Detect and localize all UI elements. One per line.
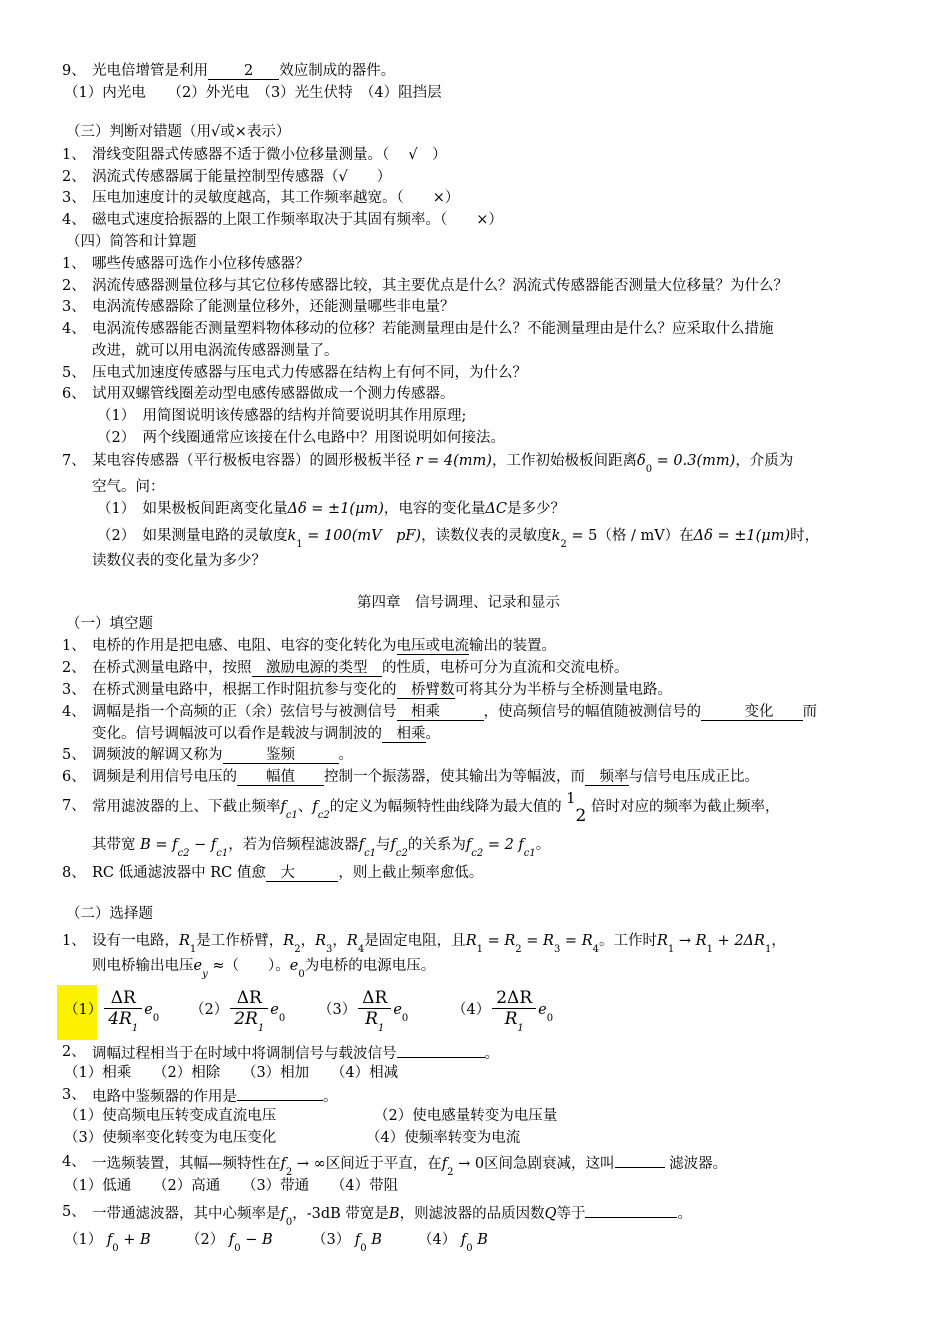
choice-3-option-1: （1）使高频电压转变成直流电压: [64, 1108, 277, 1124]
short-4-number: 4、: [62, 321, 86, 337]
choice-1-option-2: （2） $\frac{\Delta R}{2R_1}$ $e_0$: [190, 988, 286, 1034]
fill-3-answer: 桥臂数: [396, 682, 455, 698]
q9-text: 光电倍增管是利用 2 效应制成的器件。: [92, 63, 396, 79]
choice-3-blank: [237, 1086, 323, 1101]
fill-1-number: 1、: [62, 638, 86, 654]
short-1-text: 哪些传感器可选作小位移传感器？: [92, 256, 310, 272]
q7-sub2: （2） 如果测量电路的灵敏度$k_1 = 100(mV$ pF)，读数仪表的灵敏度$k_2 = 5$（格 / mV）在Δδ = ±1(μm)时，: [97, 528, 820, 550]
fill-4b-text: 变化。信号调幅波可以看作是载波与调制波的 相乘。: [92, 726, 440, 742]
short-5-number: 5、: [62, 365, 86, 381]
choice-1-text: 设有一电路，$R_1$是工作桥臂，$R_2$，$R_3$，$R_4$是固定电阻，且$R_1 = R_2 = R_3 = R_4$。工作时$R_1 \to R_1 + 2\Delta R_1$，: [92, 933, 786, 955]
judge-2-text: 涡流式传感器属于能量控制型传感器（√ ）: [92, 169, 392, 185]
fill-4-answer2: 变化: [701, 704, 774, 720]
fill-7-text: 常用滤波器的上、下截止频率$f_{c1}$、$f_{c2}$的定义为幅频特性曲线降为最大值的 12 倍时对应的频率为截止频率，: [92, 791, 780, 826]
fill-7-number: 7、: [62, 798, 86, 814]
fill-5-number: 5、: [62, 747, 86, 763]
short-6-number: 6、: [62, 386, 86, 402]
fill-2-number: 2、: [62, 660, 86, 676]
choice-5-text: 一带通滤波器，其中心频率是$f_0$，-3dB 带宽是B，则滤波器的品质因数Q等于 。: [92, 1203, 692, 1225]
choice-4-blank: [615, 1153, 665, 1168]
fill-8-text: RC 低通滤波器中 RC 值愈 大 ，则上截止频率愈低。: [92, 865, 484, 881]
fill-5-text: 调频波的解调又称为 鉴频 。: [92, 747, 353, 763]
fill-6-number: 6、: [62, 769, 86, 785]
choice-2-blank: [397, 1043, 485, 1058]
choice-2-text: 调幅过程相当于在时域中将调制信号与载波信号 。: [92, 1043, 499, 1063]
choice-2-number: 2、: [62, 1044, 86, 1060]
short-3-text: 电涡流传感器除了能测量位移外，还能测量哪些非电量？: [92, 299, 455, 315]
fill-title: （一）填空题: [66, 616, 153, 632]
choice-3-option-3: （3）使频率变化转变为电压变化: [64, 1130, 277, 1146]
q7-sub1: （1） 如果极板间距离变化量Δδ = ±1(μm)，电容的变化量ΔC是多少？: [97, 501, 565, 517]
choice-5-number: 5、: [62, 1204, 86, 1220]
q7-line1: 某电容传感器（平行极板电容器）的圆形极板半径 r = 4(mm)，工作初始极板间距离$\delta_0 = 0.3(mm)$，介质为: [92, 453, 794, 475]
section4-title: （四）简答和计算题: [66, 234, 197, 250]
q9-answer: 2: [208, 63, 279, 80]
fill-6-text: 调频是利用信号电压的 幅值 控制一个振荡器，使其输出为等幅波，而 频率与信号电压成正比。: [92, 769, 759, 785]
short-2-text: 涡流传感器测量位移与其它位移传感器比较，其主要优点是什么？涡流式传感器能否测量大位移量？为什么？: [92, 278, 788, 294]
fill-8-answer: 大: [265, 865, 339, 881]
short-5-text: 压电式加速度传感器与压电式力传感器在结构上有何不同，为什么？: [92, 365, 527, 381]
fill-6-answer2: 频率: [585, 769, 629, 785]
choice-1b-text: 则电桥输出电压$e_y$ ≈（ ）。$e_0$为电桥的电源电压。: [92, 958, 436, 980]
q9-options: （1）内光电 （2）外光电 （3）光生伏特 （4）阻挡层: [64, 85, 442, 101]
choice-5-option-1: （1） $f_0 + B$: [64, 1232, 151, 1254]
fill-7b-text: 其带宽 $B = f_{c2} - f_{c1}$，若为倍频程滤波器$f_{c1}$与$f_{c2}$的关系为$f_{c2} = 2$ $f_{c1}$。: [92, 837, 551, 859]
judge-1-text: 滑线变阻器式传感器不适于微小位移量测量。（ √ ）: [92, 147, 447, 163]
chapter-title: 第四章 信号调理、记录和显示: [357, 595, 560, 611]
q9-number: 9、: [62, 63, 86, 79]
fill-2-answer: 激励电源的类型: [251, 660, 382, 676]
fill-4-text: 调幅是指一个高频的正（余）弦信号与被测信号 相乘 ，使高频信号的幅值随被测信号的 变化 而: [92, 704, 817, 720]
choice-5-option-4: （4） $f_0$ B: [418, 1232, 488, 1254]
choice-5-option-3: （3） $f_0$ B: [312, 1232, 382, 1254]
fill-2-text: 在桥式测量电路中，按照 激励电源的类型 的性质，电桥可分为直流和交流电桥。: [92, 660, 629, 676]
choice-5-option-2: （2） $f_0 - B$: [186, 1232, 273, 1254]
choice-1-option-3: （3） $\frac{\Delta R}{R_1}$ $e_0$: [318, 988, 409, 1034]
judge-2-number: 2、: [62, 169, 86, 185]
fill-1-answer: 电压或电流: [396, 638, 469, 654]
short-6-text: 试用双螺管线圈差动型电感传感器做成一个测力传感器。: [92, 386, 455, 402]
judge-4-number: 4、: [62, 212, 86, 228]
choice-4-number: 4、: [62, 1154, 86, 1170]
fill-1-text: 电桥的作用是把电感、电阻、电容的变化转化为电压或电流输出的装置。: [92, 638, 556, 654]
choice-1-number: 1、: [62, 933, 86, 949]
q7-line2: 空气。问：: [92, 479, 165, 495]
fill-5-answer: 鉴频: [222, 747, 339, 763]
fill-6-answer1: 幅值: [237, 769, 324, 785]
fill-3-text: 在桥式测量电路中，根据工作时阻抗参与变化的 桥臂数可将其分为半桥与全桥测量电路。: [92, 682, 672, 698]
q6-sub1: （1） 用简图说明该传感器的结构并简要说明其作用原理;: [97, 408, 467, 424]
short-4-text: 电涡流传感器能否测量塑料物体移动的位移？若能测量理由是什么？不能测量理由是什么？应采取什么措施: [92, 321, 774, 337]
judge-3-text: 压电加速度计的灵敏度越高，其工作频率越宽。（ ×）: [92, 190, 460, 206]
fill-4b-answer: 相乘: [382, 726, 426, 742]
q6-sub2: （2） 两个线圈通常应该接在什么电路中？用图说明如何接法。: [97, 430, 505, 446]
choice-3-option-4: （4）使频率转变为电流: [366, 1130, 521, 1146]
judge-3-number: 3、: [62, 190, 86, 206]
choice-5-blank: [585, 1203, 677, 1218]
short-3-number: 3、: [62, 299, 86, 315]
judge-1-number: 1、: [62, 147, 86, 163]
choice-3-text: 电路中鉴频器的作用是 。: [92, 1086, 338, 1106]
q7-number: 7、: [62, 453, 86, 469]
choice-4-text: 一选频装置，其幅—频特性在$f_2$ → ∞区间近于平直，在$f_2 \to 0$区间急剧衰减，这叫 滤波器。: [92, 1153, 727, 1175]
fill-4-answer1: 相乘: [396, 704, 484, 720]
q7-line5: 读数仪表的变化量为多少？: [92, 553, 266, 569]
choice-1-option-4: （4） $\frac{2\Delta R}{R_1}$ $e_0$: [452, 988, 554, 1034]
choice-4-options: （1）低通 （2）高通 （3）带通 （4）带阻: [64, 1178, 399, 1194]
choice-title: （二）选择题: [66, 906, 153, 922]
judge-4-text: 磁电式速度拾振器的上限工作频率取决于其固有频率。（ ×）: [92, 212, 503, 228]
choice-1-option-1: （1） $\frac{\Delta R}{4R_1}$ $e_0$: [64, 988, 160, 1034]
fill-3-number: 3、: [62, 682, 86, 698]
choice-3-number: 3、: [62, 1087, 86, 1103]
fill-8-number: 8、: [62, 865, 86, 881]
fill-4-number: 4、: [62, 704, 86, 720]
section3-title: （三）判断对错题（用√或×表示）: [66, 124, 291, 140]
choice-3-option-2: （2）使电感量转变为电压量: [374, 1108, 558, 1124]
choice-2-options: （1）相乘 （2）相除 （3）相加 （4）相减: [64, 1065, 399, 1081]
short-2-number: 2、: [62, 278, 86, 294]
short-4-continued: 改进，就可以用电涡流传感器测量了。: [92, 343, 339, 359]
short-1-number: 1、: [62, 256, 86, 272]
